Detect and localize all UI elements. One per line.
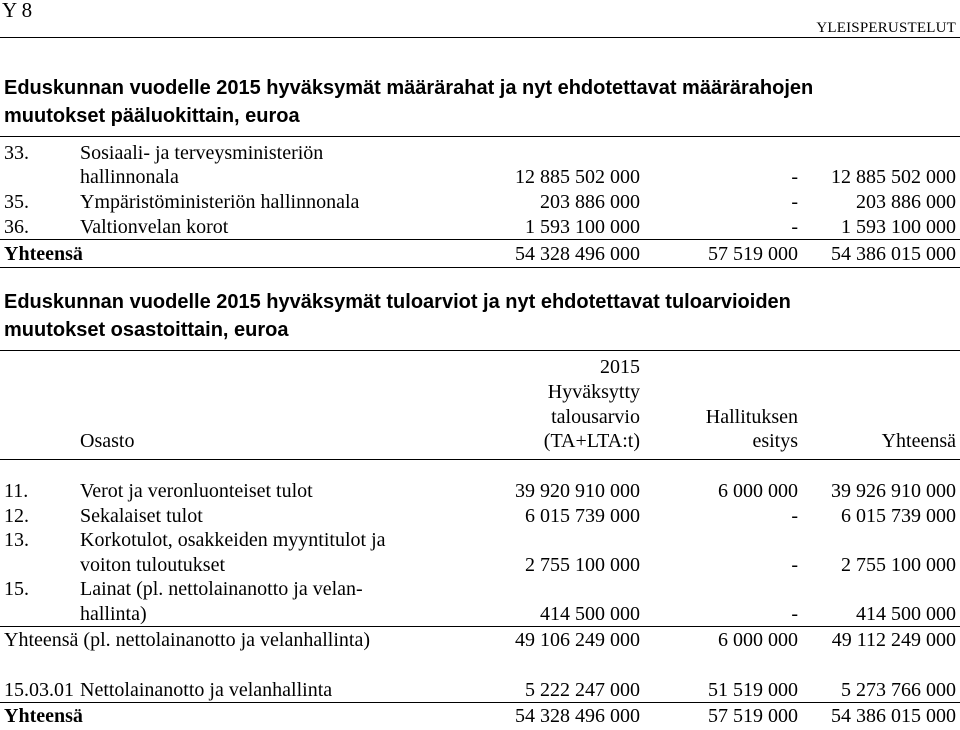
header-osasto: Osasto bbox=[80, 430, 135, 452]
proposal-total: 57 519 000 bbox=[708, 705, 798, 727]
row-label: Sosiaali- ja terveysministeriön bbox=[80, 142, 324, 164]
row-number: 11. bbox=[4, 480, 29, 502]
row-label: Ympäristöministeriön hallinnonala bbox=[80, 191, 360, 213]
proposal-value: - bbox=[791, 216, 798, 238]
row-number: 13. bbox=[4, 529, 29, 551]
total-value: 203 886 000 bbox=[856, 191, 956, 213]
header-total: Yhteensä bbox=[881, 430, 956, 452]
proposal-value: 6 000 000 bbox=[718, 480, 798, 502]
header-ta-lta: (TA+LTA:t) bbox=[543, 430, 640, 452]
total-value: 12 885 502 000 bbox=[831, 166, 956, 188]
header-proposal: esitys bbox=[752, 430, 798, 452]
header-approved: Hyväksytty bbox=[547, 381, 640, 403]
section-title: YLEISPERUSTELUT bbox=[816, 20, 956, 36]
grand-total: 54 386 015 000 bbox=[831, 705, 956, 727]
subtotal-label: Yhteensä (pl. nettolainanotto ja velanhallinta) bbox=[4, 629, 370, 651]
row-number: 15.03.01 bbox=[4, 679, 74, 701]
row-number: 12. bbox=[4, 505, 29, 527]
proposal-value: - bbox=[791, 505, 798, 527]
table1-title-line2: muutokset pääluokittain, euroa bbox=[4, 105, 300, 127]
total-label: Yhteensä bbox=[4, 705, 83, 727]
row-label: Verot ja veronluonteiset tulot bbox=[80, 480, 313, 502]
header-government: Hallituksen bbox=[705, 406, 798, 428]
approved-value: 1 593 100 000 bbox=[525, 216, 640, 238]
header-budget: talousarvio bbox=[551, 406, 640, 428]
row-number: 33. bbox=[4, 142, 29, 164]
total-value: 2 755 100 000 bbox=[841, 554, 956, 576]
total-value: 414 500 000 bbox=[856, 603, 956, 625]
header-year: 2015 bbox=[600, 356, 640, 378]
row-label: Valtionvelan korot bbox=[80, 216, 229, 238]
row-label-cont: hallinta) bbox=[80, 603, 147, 625]
total-value: 1 593 100 000 bbox=[841, 216, 956, 238]
row-label-cont: hallinnonala bbox=[80, 166, 179, 188]
row-label: Lainat (pl. nettolainanotto ja velan- bbox=[80, 578, 363, 600]
header-rule bbox=[0, 37, 960, 38]
row-label-cont: voiton tuloutukset bbox=[80, 554, 225, 576]
row-number: 15. bbox=[4, 578, 29, 600]
proposal-subtotal: 6 000 000 bbox=[718, 629, 798, 651]
approved-value: 203 886 000 bbox=[540, 191, 640, 213]
proposal-value: - bbox=[791, 166, 798, 188]
approved-subtotal: 49 106 249 000 bbox=[515, 629, 640, 651]
table2-title-rule bbox=[0, 350, 960, 351]
row-number: 35. bbox=[4, 191, 29, 213]
proposal-value: - bbox=[791, 191, 798, 213]
page-number: Y 8 bbox=[2, 0, 33, 22]
total-value: 5 273 766 000 bbox=[841, 679, 956, 701]
table2-total-rule bbox=[0, 702, 960, 703]
table1-total-rule bbox=[0, 239, 960, 240]
approved-value: 12 885 502 000 bbox=[515, 166, 640, 188]
approved-total: 54 328 496 000 bbox=[515, 705, 640, 727]
total-value: 6 015 739 000 bbox=[841, 505, 956, 527]
row-number: 36. bbox=[4, 216, 29, 238]
row-label: Sekalaiset tulot bbox=[80, 505, 203, 527]
total-label: Yhteensä bbox=[4, 243, 83, 265]
approved-value: 2 755 100 000 bbox=[525, 554, 640, 576]
proposal-value: - bbox=[791, 603, 798, 625]
proposal-value: - bbox=[791, 554, 798, 576]
table1-end-rule bbox=[0, 267, 960, 268]
grand-total: 54 386 015 000 bbox=[831, 243, 956, 265]
approved-value: 414 500 000 bbox=[540, 603, 640, 625]
table2-header-rule bbox=[0, 459, 960, 460]
subtotal-total: 49 112 249 000 bbox=[831, 629, 956, 651]
proposal-total: 57 519 000 bbox=[708, 243, 798, 265]
row-label: Korkotulot, osakkeiden myyntitulot ja bbox=[80, 529, 386, 551]
table1-title-rule bbox=[0, 136, 960, 137]
approved-value: 39 920 910 000 bbox=[515, 480, 640, 502]
table2-subtotal-rule bbox=[0, 626, 960, 627]
table2-title-line2: muutokset osastoittain, euroa bbox=[4, 319, 289, 341]
row-label: Nettolainanotto ja velanhallinta bbox=[80, 679, 333, 701]
table1-title-line1: Eduskunnan vuodelle 2015 hyväksymät määrärahat ja nyt ehdotettavat määrärahojen bbox=[4, 77, 814, 99]
proposal-value: 51 519 000 bbox=[708, 679, 798, 701]
table2-title-line1: Eduskunnan vuodelle 2015 hyväksymät tuloarviot ja nyt ehdotettavat tuloarvioiden bbox=[4, 291, 791, 313]
total-value: 39 926 910 000 bbox=[831, 480, 956, 502]
approved-total: 54 328 496 000 bbox=[515, 243, 640, 265]
approved-value: 6 015 739 000 bbox=[525, 505, 640, 527]
approved-value: 5 222 247 000 bbox=[525, 679, 640, 701]
